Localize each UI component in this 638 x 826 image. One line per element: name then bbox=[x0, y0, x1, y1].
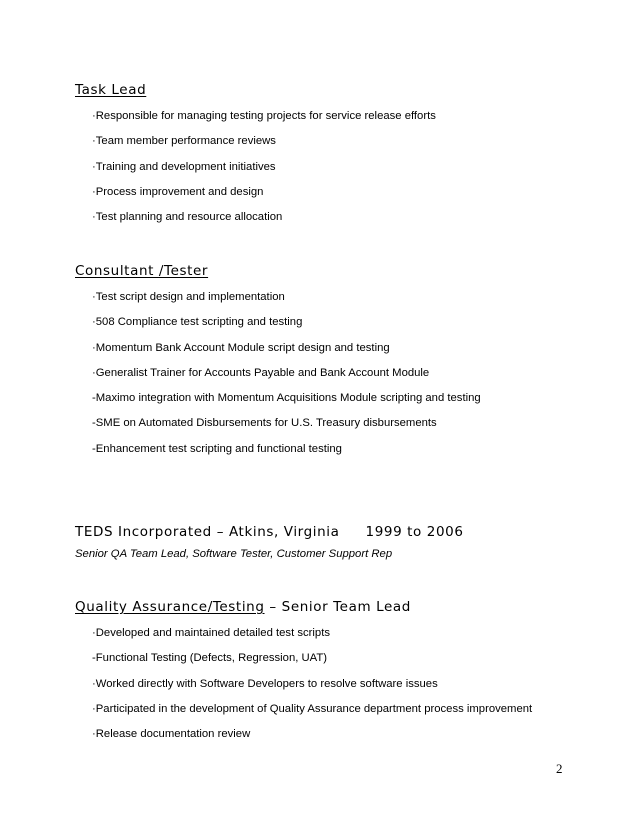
employer-roles: Senior QA Team Lead, Software Tester, Customer Support Rep bbox=[75, 548, 393, 560]
consultant-tester-list bbox=[92, 290, 481, 467]
list-item: -Enhancement test scripting and functional testing bbox=[92, 442, 342, 455]
list-item: ·Worked directly with Software Developers to resolve software issues bbox=[92, 677, 438, 690]
list-item: ·Team member performance reviews bbox=[92, 135, 276, 148]
list-item: ·Momentum Bank Account Module script design and testing bbox=[92, 341, 390, 354]
section-heading-consultant-tester: Consultant /Tester bbox=[75, 263, 209, 279]
employer-name: TEDS Incorporated – Atkins, Virginia bbox=[75, 524, 340, 540]
list-item: ·Process improvement and design bbox=[92, 185, 264, 198]
list-item: ·508 Compliance test scripting and testing bbox=[92, 316, 303, 329]
section-heading-task-lead: Task Lead bbox=[75, 82, 147, 98]
list-item: ·Participated in the development of Quality Assurance department process improvement bbox=[92, 702, 533, 715]
page-number: 2 bbox=[556, 761, 563, 776]
task-lead-list bbox=[92, 109, 436, 235]
list-item: -SME on Automated Disbursements for U.S. Treasury disbursements bbox=[92, 417, 437, 430]
employment-years: 1999 to 2006 bbox=[365, 524, 464, 540]
list-item: ·Responsible for managing testing projects for service release efforts bbox=[92, 110, 436, 122]
list-item: -Functional Testing (Defects, Regression, UAT) bbox=[92, 652, 328, 665]
list-item: ·Release documentation review bbox=[92, 728, 251, 741]
employer-heading bbox=[75, 524, 464, 540]
list-item: ·Developed and maintained detailed test scripts bbox=[92, 627, 331, 639]
section-heading-quality-assurance: Quality Assurance/Testing – Senior Team Lead bbox=[75, 599, 411, 615]
quality-assurance-list bbox=[92, 626, 532, 752]
list-item: ·Test script design and implementation bbox=[92, 291, 285, 303]
list-item: -Maximo integration with Momentum Acquisitions Module scripting and testing bbox=[92, 392, 481, 405]
list-item: ·Test planning and resource allocation bbox=[92, 211, 283, 224]
list-item: ·Generalist Trainer for Accounts Payable and Bank Account Module bbox=[92, 366, 430, 379]
list-item: ·Training and development initiatives bbox=[92, 160, 276, 173]
